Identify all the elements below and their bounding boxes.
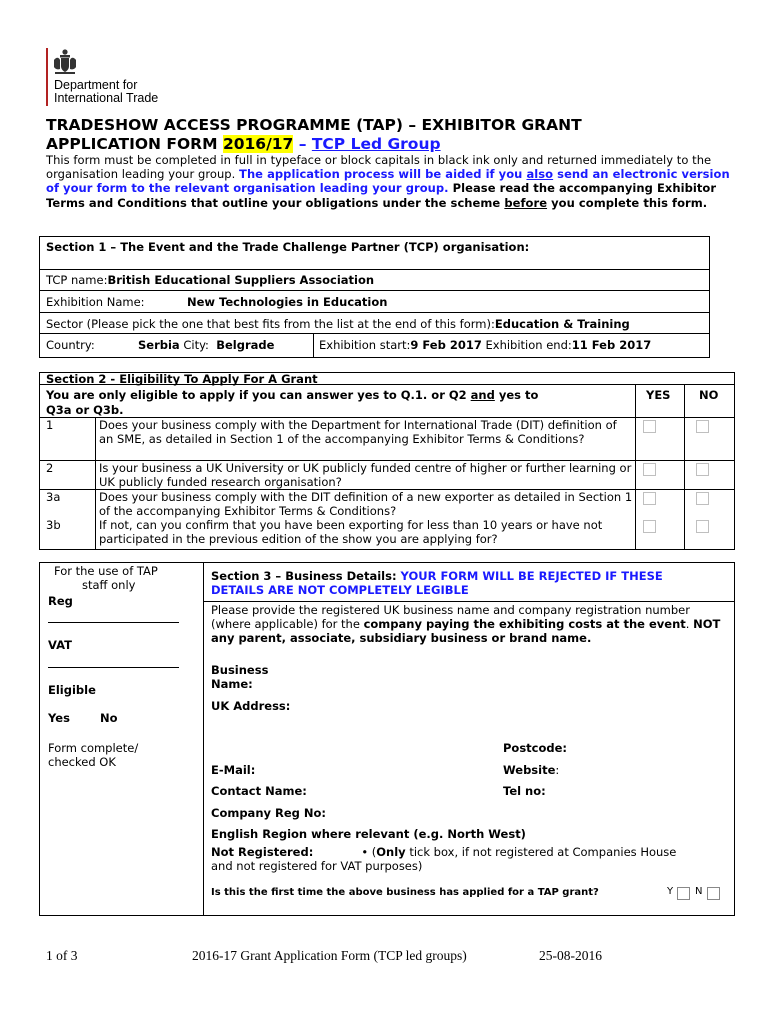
staff-eligible-label: Eligible [48, 683, 96, 697]
question-3a-text: Does your business comply with the DIT definition of a new exporter as detailed in Section 1 of the accompanying Exhibitor Terms & Conditions? [99, 490, 633, 519]
section3-instructions [211, 603, 731, 646]
section3-table [39, 562, 735, 916]
not-registered-a: ( [368, 845, 377, 859]
section2-header: Section 2 - Eligibility To Apply For A Grant [46, 372, 318, 386]
staff-reg-line[interactable] [48, 622, 179, 623]
business-label-1: Business [211, 663, 269, 677]
end-label: Exhibition end: [481, 338, 572, 352]
footer-page-number: 1 of 3 [46, 948, 78, 963]
staff-yes-option[interactable]: Yes [48, 711, 70, 725]
royal-crest-icon [52, 48, 78, 76]
dept-line-1: Department for [54, 78, 138, 92]
title-line-2 [46, 135, 746, 154]
staff-title-2: staff only [82, 578, 136, 592]
start-value[interactable]: 9 Feb 2017 [410, 338, 482, 352]
exhibition-dates-row [319, 338, 651, 352]
instr-a: Please provide the registered UK business name and company registration number (where applicable) for the [211, 603, 690, 632]
instr-d: NOT any parent, associate, subsidiary business or brand name. [211, 617, 721, 646]
question-1-yes-checkbox[interactable] [643, 420, 656, 433]
question-1-no-checkbox[interactable] [696, 420, 709, 433]
footer-form-name: 2016-17 Grant Application Form (TCP led groups) [192, 948, 467, 963]
section1-table [39, 236, 710, 358]
first-time-no-checkbox[interactable] [707, 887, 720, 900]
section3-header-line-1 [211, 569, 663, 583]
intro-terms-before: before [504, 195, 548, 210]
city-label: City: [179, 338, 209, 352]
staff-no-option[interactable]: No [100, 711, 118, 725]
not-registered-b1: tick box, if not registered at Companies House [405, 845, 677, 859]
start-label: Exhibition start: [319, 338, 411, 352]
question-3b-text: If not, can you confirm that you have been exporting for less than 10 years or have not participated in the previous edition of the show you are applying for? [99, 518, 603, 547]
logo-bar [46, 48, 48, 106]
not-registered-bullet[interactable]: • [361, 845, 369, 859]
city-value[interactable]: Belgrade [216, 338, 275, 352]
first-time-yes-checkbox[interactable] [677, 887, 690, 900]
section2-sub-b: yes to [494, 388, 539, 402]
first-time-n-label: N [695, 886, 703, 897]
footer-date: 25-08-2016 [539, 948, 602, 963]
sector-label: Sector (Please pick the one that best fits from the list at the end of this form): [46, 317, 495, 331]
question-2-yes-checkbox[interactable] [643, 463, 656, 476]
intro-paragraph [46, 153, 736, 210]
section3-header-a: Section 3 – Business Details: [211, 569, 401, 583]
section2-table [39, 372, 735, 550]
department-name [54, 79, 158, 105]
yes-column-header: YES [646, 388, 671, 402]
staff-complete-2: checked OK [48, 755, 116, 769]
sector-row [46, 317, 630, 331]
exhibition-name-label: Exhibition Name: [46, 295, 145, 309]
not-registered-only: Only [376, 845, 406, 859]
section1-header: Section 1 – The Event and the Trade Challenge Partner (TCP) organisation: [46, 240, 530, 254]
question-1-text: Does your business comply with the Department for International Trade (DIT) definition of an SME, as detailed in Section 1 of the accompanying Exhibitor Terms & Conditions? [99, 418, 617, 447]
country-value[interactable]: Serbia [138, 338, 180, 352]
first-time-question: Is this the first time the above business has applied for a TAP grant? [211, 887, 599, 898]
section2-sub-and: and [470, 388, 495, 402]
tel-label: Tel no: [503, 784, 546, 798]
tcp-led-group-link[interactable]: TCP Led Group [311, 135, 441, 153]
english-region-label: English Region where relevant (e.g. North West) [211, 827, 526, 841]
question-3b-no-checkbox[interactable] [696, 520, 709, 533]
website-colon: : [555, 763, 560, 777]
postcode-label: Postcode: [503, 741, 568, 755]
contact-name-label: Contact Name: [211, 784, 307, 798]
section2-sub-a: You are only eligible to apply if you can answer yes to Q.1. or Q2 [46, 388, 471, 402]
question-1-num: 1 [46, 418, 54, 432]
title-line-1: TRADESHOW ACCESS PROGRAMME (TAP) – EXHIBITOR GRANT [46, 116, 582, 134]
email-label: E-Mail: [211, 763, 256, 777]
section3-header-line-2: DETAILS ARE NOT COMPLETELY LEGIBLE [211, 583, 469, 597]
exhibition-name-value[interactable]: New Technologies in Education [187, 295, 388, 309]
question-2-text: Is your business a UK University or UK publicly funded centre of higher or further learning or UK publicly funded research organisation? [99, 461, 632, 490]
uk-address-label: UK Address: [211, 699, 291, 713]
website-row [503, 763, 559, 777]
section2-sub-line-2: Q3a or Q3b. [46, 403, 124, 417]
dept-line-2: International Trade [54, 91, 159, 105]
country-label: Country: [46, 338, 95, 352]
instr-b: company paying the exhibiting costs at the event [363, 617, 686, 632]
question-3a-num: 3a [46, 490, 61, 504]
section3-header-b: YOUR FORM WILL BE REJECTED IF THESE [400, 569, 663, 583]
staff-complete-1: Form complete/ [48, 741, 139, 755]
no-column-header: NO [699, 388, 719, 402]
title-dash: – [293, 135, 312, 153]
company-reg-label: Company Reg No: [211, 806, 327, 820]
country-city-row [138, 338, 274, 352]
intro-blue-b: send an electronic version of your form to the relevant organisation leading your group. [46, 167, 730, 196]
intro-terms-b: you complete this form. [547, 195, 708, 210]
question-2-num: 2 [46, 461, 54, 475]
section2-sub-line-1 [46, 388, 538, 402]
title-line-2-text: APPLICATION FORM [46, 135, 223, 153]
business-label-2: Name: [211, 677, 253, 691]
intro-terms-a: Please read the accompanying Exhibitor Terms and Conditions that outline your obligations under the scheme [46, 181, 717, 210]
question-3a-yes-checkbox[interactable] [643, 492, 656, 505]
staff-vat-label: VAT [48, 638, 72, 652]
question-2-no-checkbox[interactable] [696, 463, 709, 476]
form-year: 2016/17 [222, 135, 294, 153]
staff-title-1: For the use of TAP [54, 564, 158, 578]
intro-blue-a: The application process will be aided if you [239, 167, 527, 182]
staff-vat-line[interactable] [48, 667, 179, 668]
first-time-y-label: Y [667, 886, 674, 897]
end-value[interactable]: 11 Feb 2017 [571, 338, 652, 352]
intro-text: This form must be completed in full in typeface or block capitals in black ink only and returned immediately to the organisation leading your group. [46, 153, 712, 182]
tcp-name-row [46, 273, 374, 287]
tcp-name-label: TCP name: [46, 273, 108, 287]
tcp-name-value[interactable]: British Educational Suppliers Association [107, 273, 375, 287]
staff-reg-label: Reg [48, 594, 73, 608]
not-registered-label: Not Registered: [211, 845, 314, 859]
not-registered-line-2: and not registered for VAT purposes) [211, 859, 423, 873]
website-label: Website [503, 763, 556, 777]
form-title [46, 116, 746, 154]
not-registered-row [211, 845, 676, 859]
intro-blue-also: also [526, 167, 554, 182]
question-3b-yes-checkbox[interactable] [643, 520, 656, 533]
sector-value[interactable]: Education & Training [494, 317, 630, 331]
question-3a-no-checkbox[interactable] [696, 492, 709, 505]
instr-c: . [685, 617, 694, 632]
question-3b-num: 3b [46, 518, 61, 532]
